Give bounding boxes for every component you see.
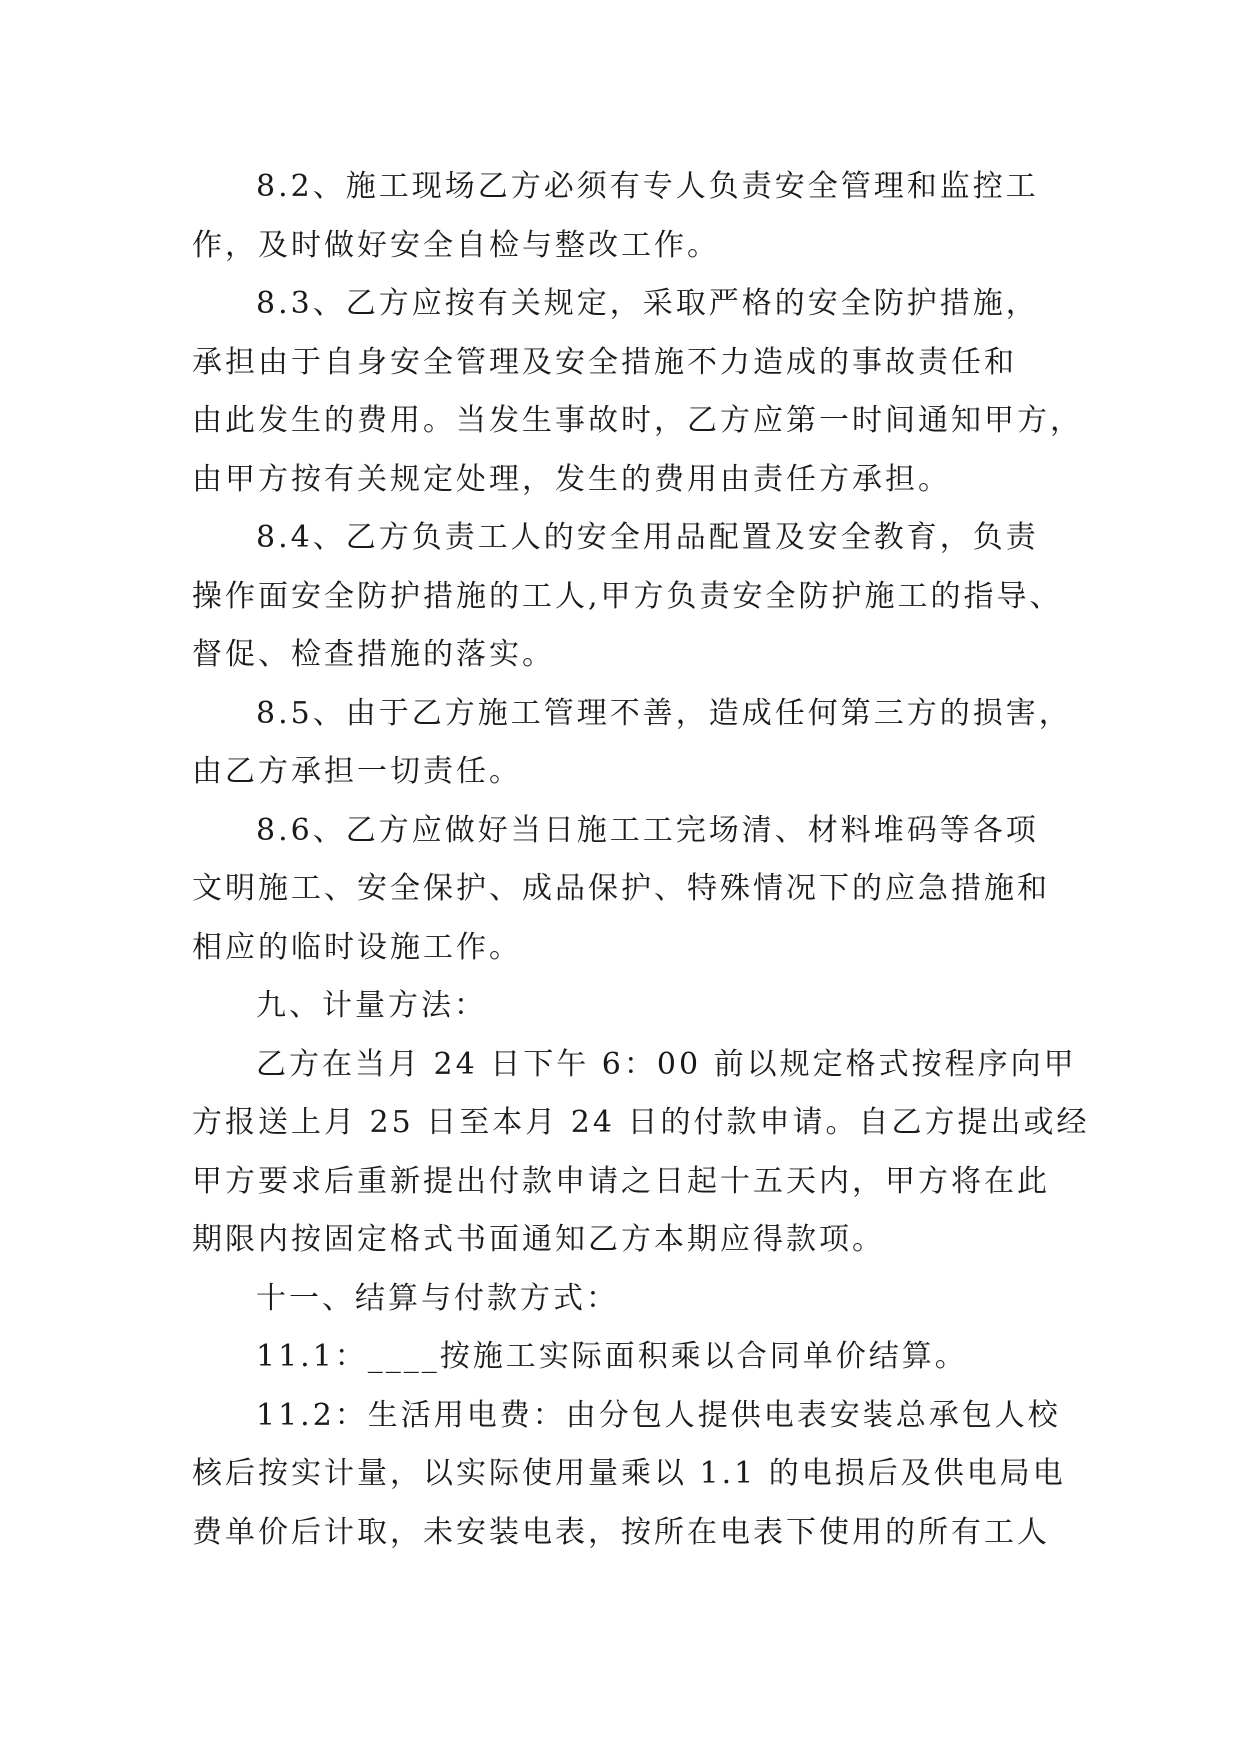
section-11-heading [192, 1270, 1052, 1329]
clause-8-6 [192, 802, 1052, 978]
text-line: 十一、结算与付款方式： [256, 1280, 619, 1316]
text-line: 期限内按固定格式书面通知乙方本期应得款项。 [192, 1222, 885, 1257]
document-body [192, 158, 1090, 1562]
clause-8-5 [192, 685, 1072, 802]
text-line: 8.2、施工现场乙方必须有专人负责安全管理和监控工 [256, 169, 1039, 204]
text-line: 九、计量方法： [256, 988, 487, 1023]
text-line: 督促、检查措施的落实。 [192, 637, 555, 672]
section-9-heading [192, 977, 1052, 1036]
text-line: 费单价后计取，未安装电表，按所在电表下使用的所有工人 [192, 1514, 1050, 1550]
text-line: 操作面安全防护措施的工人,甲方负责安全防护施工的指导、 [192, 578, 1063, 614]
text-line: 作，及时做好安全自检与整改工作。 [192, 227, 720, 263]
clause-8-4 [192, 509, 1063, 685]
section-9-body [192, 1036, 1090, 1270]
text-line: 8.5、由于乙方施工管理不善，造成任何第三方的损害， [256, 695, 1072, 731]
text-line: 承担由于自身安全管理及安全措施不力造成的事故责任和 [192, 344, 1017, 380]
text-line: 由甲方按有关规定处理，发生的费用由责任方承担。 [192, 461, 951, 497]
text-line: 11.2：生活用电费：由分包人提供电表安装总承包人校 [256, 1397, 1061, 1433]
text-line: 甲方要求后重新提出付款申请之日起十五天内，甲方将在此 [192, 1163, 1050, 1199]
text-line: 11.1：____按施工实际面积乘以合同单价结算。 [256, 1339, 968, 1374]
text-line: 8.6、乙方应做好当日施工工完场清、材料堆码等各项 [256, 812, 1039, 848]
clause-8-2 [192, 158, 1052, 275]
text-line: 8.3、乙方应按有关规定，采取严格的安全防护措施， [256, 286, 1039, 321]
text-line: 由乙方承担一切责任。 [192, 754, 522, 789]
text-line: 核后按实计量，以实际使用量乘以 1.1 的电损后及供电局电 [192, 1456, 1066, 1491]
text-line: 文明施工、安全保护、成品保护、特殊情况下的应急措施和 [192, 871, 1050, 906]
clause-11-1 [192, 1328, 1052, 1387]
text-line: 方报送上月 25 日至本月 24 日的付款申请。自乙方提出或经 [192, 1105, 1090, 1140]
clause-8-3 [192, 275, 1083, 509]
text-line: 乙方在当月 24 日下午 6：00 前以规定格式按程序向甲 [256, 1046, 1077, 1082]
text-line: 由此发生的费用。当发生事故时，乙方应第一时间通知甲方， [192, 403, 1083, 438]
text-line: 8.4、乙方负责工人的安全用品配置及安全教育，负责 [256, 520, 1039, 555]
text-line: 相应的临时设施工作。 [192, 929, 522, 965]
clause-11-2 [192, 1387, 1066, 1563]
